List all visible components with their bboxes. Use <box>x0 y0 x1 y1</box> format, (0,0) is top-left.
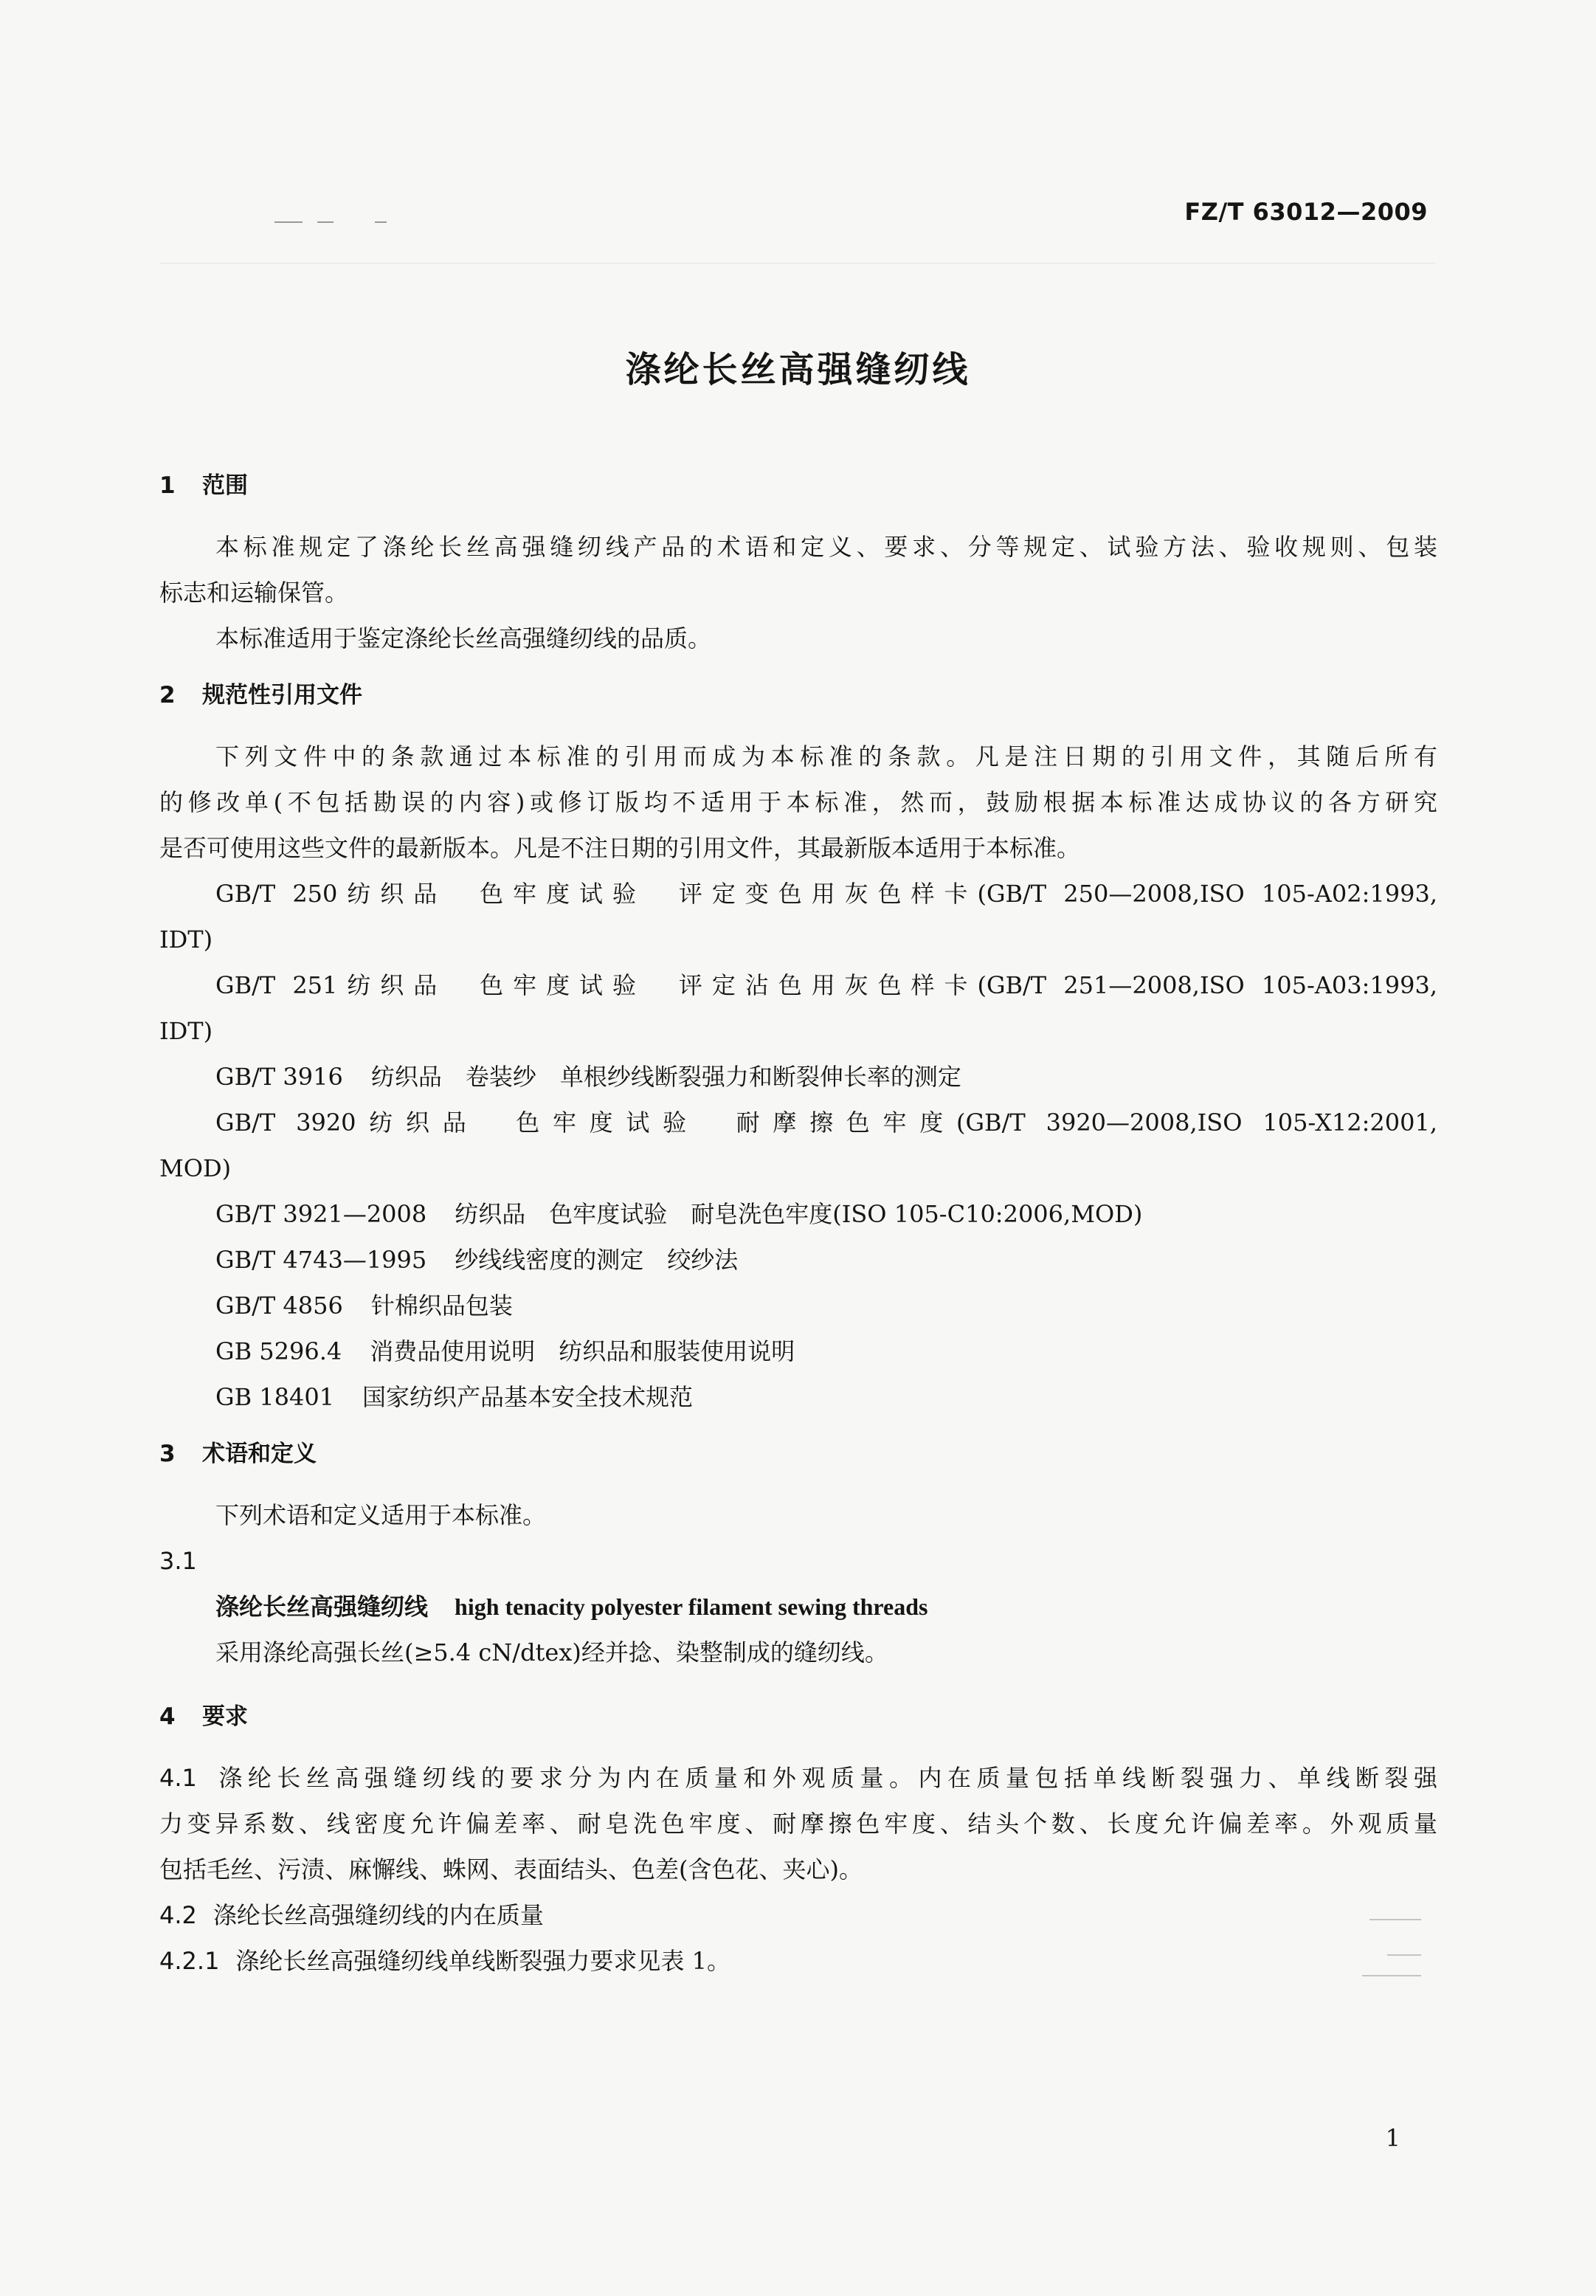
section-heading-scope <box>159 463 1437 508</box>
reference-continuation: IDT) <box>159 925 213 954</box>
reference-item <box>159 1283 1437 1328</box>
term-entry <box>159 1584 1437 1630</box>
reference-code: GB/T 250 <box>215 880 338 908</box>
references-intro-line: 下列文件中的条款通过本标准的引用而成为本标准的条款。凡是注日期的引用文件，其随后所有 <box>215 742 1437 770</box>
scope-paragraph-line: 本标准规定了涤纶长丝高强缝纫线产品的术语和定义、要求、分等规定、试验方法、验收规则、包装 <box>215 533 1437 561</box>
scan-artifact-mark <box>1387 1954 1421 1956</box>
reference-code: GB/T 4743—1995 <box>215 1246 427 1274</box>
reference-title: 针棉织品包装 <box>370 1292 513 1320</box>
section-title: 范围 <box>202 472 248 499</box>
clause-number: 4.1 <box>159 1764 197 1792</box>
section-heading-normative-references <box>159 673 1437 717</box>
clause-4-1-line: 力变异系数、线密度允许偏差率、耐皂洗色牢度、耐摩擦色牢度、结头个数、长度允许偏差率。外观质量 <box>159 1810 1437 1838</box>
reference-code: GB 18401 <box>215 1383 335 1411</box>
reference-continuation: MOD) <box>159 1154 232 1182</box>
reference-code: GB/T 251 <box>215 971 338 999</box>
clause-text: 涤纶长丝高强缝纫线的内在质量 <box>213 1901 544 1929</box>
section-title: 术语和定义 <box>202 1441 317 1467</box>
reference-item <box>159 1237 1437 1283</box>
section-heading-terms-definitions <box>159 1432 1437 1476</box>
scan-artifact-mark <box>1362 1975 1421 1976</box>
scan-artifact-mark <box>274 221 303 223</box>
document-body <box>159 463 1437 1984</box>
reference-item <box>159 1054 1437 1100</box>
reference-item <box>159 1100 1437 1191</box>
reference-title: 消费品使用说明 纺织品和服装使用说明 <box>370 1337 795 1365</box>
reference-item <box>159 871 1437 962</box>
clause-text: 涤纶长丝高强缝纫线单线断裂强力要求见表 1。 <box>235 1947 730 1975</box>
reference-item <box>159 962 1437 1054</box>
reference-title: 纱线线密度的测定 绞纱法 <box>455 1246 739 1274</box>
section-number: 1 <box>159 472 176 499</box>
reference-title: 国家纺织产品基本安全技术规范 <box>362 1383 694 1411</box>
scope-paragraph: 本标准适用于鉴定涤纶长丝高强缝纫线的品质。 <box>215 624 712 652</box>
clause-number: 4.2 <box>159 1901 197 1929</box>
term-number: 3.1 <box>159 1547 197 1575</box>
clause-4-1-line <box>159 1755 1437 1801</box>
section-number: 2 <box>159 682 176 709</box>
reference-title: 纺织品 色牢度试验 耐摩擦色牢度(GB/T 3920—2008,ISO 105-X12:2001, <box>356 1109 1437 1137</box>
reference-code: GB/T 3916 <box>215 1063 343 1091</box>
scan-artifact-mark <box>1369 1919 1421 1920</box>
reference-title: 纺织品 色牢度试验 评定沾色用灰色样卡(GB/T 251—2008,ISO 105-A03:1993, <box>337 971 1437 999</box>
references-intro-line: 的修改单(不包括勘误的内容)或修订版均不适用于本标准，然而，鼓励根据本标准达成协议的各方研究 <box>159 788 1437 816</box>
clause-4-2 <box>159 1892 1437 1938</box>
section-title: 规范性引用文件 <box>202 682 362 709</box>
reference-item <box>159 1191 1437 1237</box>
term-definition: 采用涤纶高强长丝(≥5.4 cN/dtex)经并捻、染整制成的缝纫线。 <box>215 1638 888 1666</box>
reference-code: GB/T 4856 <box>215 1292 343 1320</box>
reference-title: 纺织品 卷装纱 单根纱线断裂强力和断裂伸长率的测定 <box>370 1063 961 1091</box>
reference-continuation: IDT) <box>159 1017 213 1045</box>
section-title: 要求 <box>202 1703 248 1730</box>
scope-paragraph-line: 标志和运输保管。 <box>159 579 349 607</box>
reference-item <box>159 1328 1437 1374</box>
reference-title: 纺织品 色牢度试验 评定变色用灰色样卡(GB/T 250—2008,ISO 105-A02:1993, <box>337 880 1437 908</box>
clause-text: 涤纶长丝高强缝纫线的要求分为内在质量和外观质量。内在质量包括单线断裂强力、单线断裂强 <box>213 1764 1437 1792</box>
term-chinese: 涤纶长丝高强缝纫线 <box>215 1593 429 1621</box>
page-number: 1 <box>1385 2124 1400 2152</box>
reference-code: GB 5296.4 <box>215 1337 342 1365</box>
section-number: 3 <box>159 1441 176 1467</box>
standard-code: FZ/T 63012—2009 <box>1184 198 1428 226</box>
reference-code: GB/T 3921—2008 <box>215 1200 427 1228</box>
clause-4-1-line: 包括毛丝、污渍、麻懈线、蛛网、表面结头、色差(含色花、夹心)。 <box>159 1855 863 1883</box>
clause-number: 4.2.1 <box>159 1947 220 1975</box>
scan-artifact-mark <box>317 221 334 223</box>
scan-artifact-mark <box>375 221 387 223</box>
reference-item <box>159 1374 1437 1420</box>
document-title: 涤纶长丝高强缝纫线 <box>625 349 971 390</box>
section-number: 4 <box>159 1703 176 1730</box>
reference-code: GB/T 3920 <box>215 1109 356 1137</box>
section-heading-requirements <box>159 1695 1437 1739</box>
references-intro-line: 是否可使用这些文件的最新版本。凡是不注日期的引用文件，其最新版本适用于本标准。 <box>159 834 1081 862</box>
terms-intro: 下列术语和定义适用于本标准。 <box>215 1501 547 1529</box>
reference-title: 纺织品 色牢度试验 耐皂洗色牢度(ISO 105-C10:2006,MOD) <box>455 1200 1143 1228</box>
clause-4-2-1 <box>159 1938 1437 1984</box>
term-english: high tenacity polyester filament sewing threads <box>455 1593 928 1620</box>
